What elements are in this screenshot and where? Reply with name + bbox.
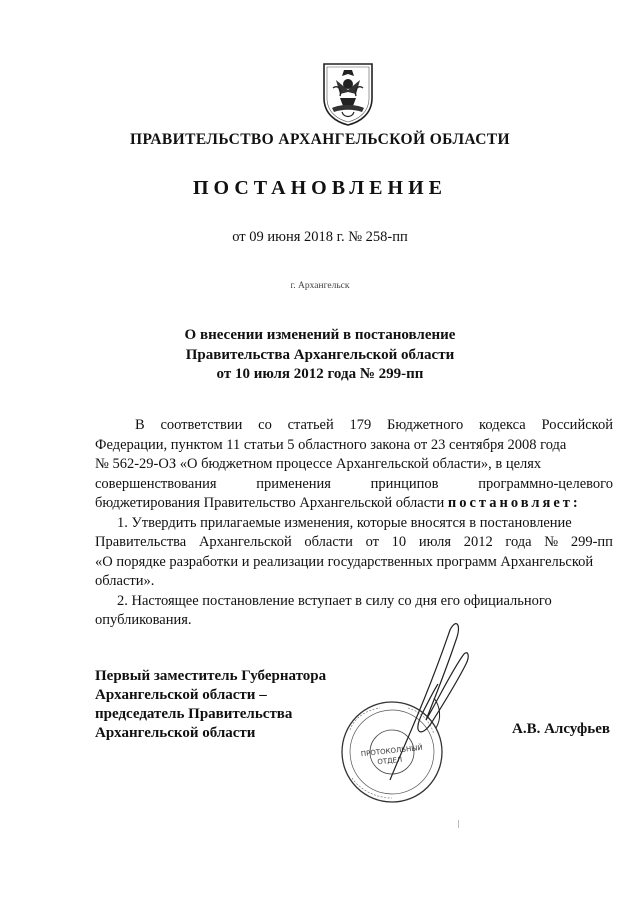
position-line: председатель Правительства (95, 706, 293, 722)
word: 179 (349, 417, 372, 433)
coat-of-arms-emblem (318, 60, 378, 126)
body-line: области». (95, 573, 155, 589)
city-label: г. Архангельск (290, 281, 350, 291)
body-line: 2. Настоящее постановление вступает в силу со дня его официального (117, 592, 552, 609)
body-line: 1. Утвердить прилагаемые изменения, которые вносятся в постановление (117, 514, 572, 531)
word: 299-пп (570, 534, 613, 550)
document-body (95, 416, 613, 631)
signatory-name: А.В. Алсуфьев (512, 721, 610, 737)
word: области (304, 534, 353, 550)
document-subject (0, 326, 640, 385)
position-line: Архангельской области – (95, 687, 267, 703)
scan-mark (458, 820, 459, 828)
word: статьей (287, 417, 334, 433)
word: от (365, 534, 379, 550)
word: кодекса (479, 417, 526, 433)
word: Правительства (95, 534, 187, 550)
word: 10 (391, 534, 407, 550)
body-line (95, 533, 613, 553)
word: июля (418, 534, 451, 550)
word: № (544, 534, 559, 550)
body-line: «О порядке разработки и реализации государственных программ Архангельской (95, 553, 594, 570)
body-line (95, 494, 613, 514)
body-line: опубликования. (95, 612, 192, 628)
position-line: Архангельской области (95, 725, 256, 741)
decree-verb: постановляет: (447, 495, 581, 511)
word: принципов (370, 475, 439, 492)
body-line: № 562-29-ОЗ «О бюджетном процессе Архангельской области», в целях (95, 456, 542, 472)
stamp-text: ПРОТОКОЛЬНЫЙ (360, 743, 424, 759)
government-title: ПРАВИТЕЛЬСТВО АРХАНГЕЛЬСКОЙ ОБЛАСТИ (129, 131, 510, 148)
body-text: бюджетирования Правительство Архангельской области (95, 495, 448, 511)
word: года (505, 534, 532, 550)
word: применения (256, 475, 331, 492)
body-line (95, 416, 613, 436)
word: Архангельской (198, 534, 292, 550)
stamp-text: ОТДЕЛ (376, 755, 403, 767)
word: В (135, 417, 145, 433)
signatory-position (95, 667, 326, 743)
subject-line: от 10 июля 2012 года № 299-пп (216, 366, 424, 382)
word: совершенствования (95, 475, 217, 492)
document-type-title: ПОСТАНОВЛЕНИЕ (193, 177, 447, 199)
word: 2012 (463, 534, 493, 550)
official-stamp-and-signature (330, 610, 480, 810)
word: Российской (541, 417, 613, 433)
word: Бюджетного (387, 417, 464, 433)
body-line: Федерации, пунктом 11 статьи 5 областного закона от 23 сентября 2008 года (95, 436, 567, 453)
word: программно-целевого (478, 475, 613, 492)
date-and-number: от 09 июня 2018 г. № 258-пп (232, 229, 408, 245)
subject-line: Правительства Архангельской области (185, 346, 455, 363)
subject-line: О внесении изменений в постановление (184, 327, 456, 343)
position-line: Первый заместитель Губернатора (95, 668, 327, 684)
word: со (258, 417, 272, 433)
word: соответствии (160, 417, 243, 433)
body-line (95, 475, 613, 495)
